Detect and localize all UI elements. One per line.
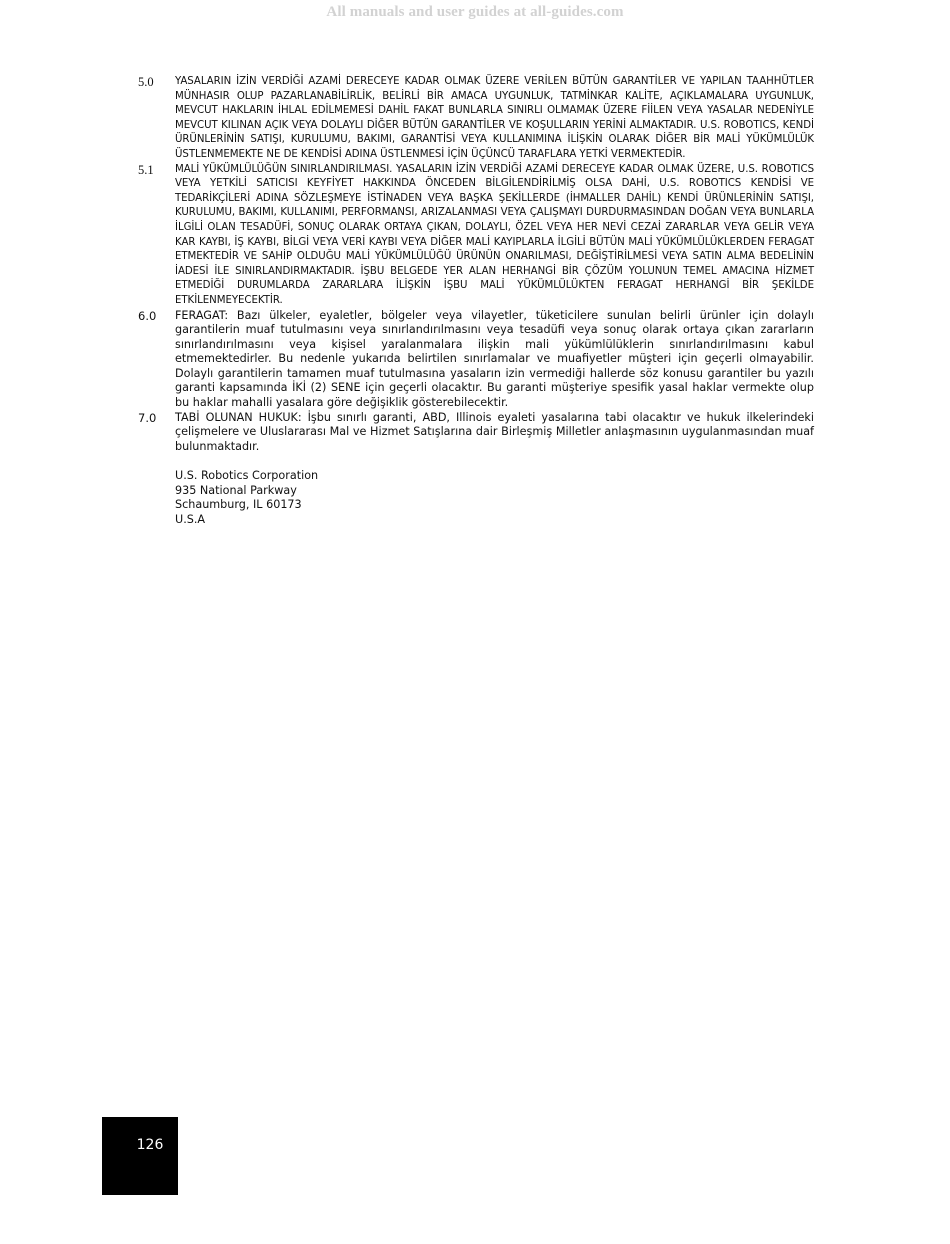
section-text: FERAGAT: Bazı ülkeler, eyaletler, bölgeler veya vilayetler, tüketicilere sunulan belirli ürünler için dolaylı garantilerin muaf tutulmasını veya sınırlandırılmasını veya tesadüfi veya sonuç olarak ortaya çıkan zararların sınırlandırılmasını veya kişisel yaralanmalara ilişkin mali yükümlülüklerin sınırlandırılmasını kabul etmemektedirler. Bu nedenle yukarıda belirtilen sınırlamalar ve muafiyetler müşteri için geçerli olmayabilir. Dolaylı garantilerin tamamen muaf tutulmasına yasaların izin vermediği hallerde söz konusu garantiler bu yazılı garanti kapsamında İKİ (2) SENE için geçerli olacaktır. Bu garanti müşteriye spesifik yasal haklar vermekte olup bu haklar mahalli yasalara göre değişiklik gösterebilecektir. [175,308,814,410]
address-country: U.S.A [175,512,206,526]
section-number: 5.0 [138,75,154,89]
section-5-1 [138,163,814,309]
section-5-0 [138,75,814,163]
address-company: U.S. Robotics Corporation [175,469,319,483]
section-text: YASALARIN İZİN VERDİĞİ AZAMİ DERECEYE KADAR OLMAK ÜZERE VERİLEN BÜTÜN GARANTİLER VE YAPILAN TAAHHÜTLER MÜNHASIR OLUP PAZARLANABİLİRLİK, BELİRLİ BİR AMACA UYGUNLUK, TATMİNKAR KALİTE, AÇIKLAMALARA UYGUNLUK, MEVCUT HAKLARIN İHLAL EDİLMEMESİ DAHİL FAKAT BUNLARLA SINIRLI OLMAMAK ÜZERE FİİLEN VEYA YASALAR NEDENİYLE MEVCUT KILINAN AÇIK VEYA DOLAYLI DİĞER BÜTÜN GARANTİLER VE KOŞULLARIN YERİNİ ALMAKTADIR. U.S. ROBOTICS, KENDİ ÜRÜNLERİNİN SATIŞI, KURULUMU, BAKIMI, GARANTİSİ VEYA KULLANIMINA İLİŞKİN OLARAK DİĞER BİR MALİ YÜKÜMLÜLÜK ÜSTLENMEMEKTE NE DE KENDİSİ ADINA ÜSTLENMESİ İÇİN ÜÇÜNCÜ TARAFLARA YETKİ VERMEKTEDİR. [175,76,814,160]
address-street: 935 National Parkway [175,483,297,497]
document-body [138,75,814,527]
address-city: Schaumburg, IL 60173 [175,498,302,512]
section-6-0 [138,309,814,411]
section-text: MALİ YÜKÜMLÜLÜĞÜN SINIRLANDIRILMASI. YASALARIN İZİN VERDİĞİ AZAMİ DERECEYE KADAR OLMAK ÜZERE, U.S. ROBOTICS VEYA YETKİLİ SATICISI KEYFİYET HAKKINDA ÖNCEDEN BİLGİLENDİRİLMİŞ OLSA DAHİ, U.S. ROBOTICS KENDİSİ VE TEDARİKÇİLERİ ADINA SÖZLEŞMEYE İSTİNADEN VEYA BAŞKA ŞEKİLLERDE (İHMALLER DAHİL) KENDİ ÜRÜNLERİNİN SATIŞI, KURULUMU, BAKIMI, KULLANIMI, PERFORMANSI, ARIZALANMASI VEYA ÇALIŞMAYI DURDURMASINDAN DOĞAN VEYA BUNLARLA İLGİLİ OLAN TESADÜFİ, SONUÇ OLARAK ORTAYA ÇIKAN, DOLAYLI, ÖZEL VEYA HER NEVİ CEZAİ ZARARLAR VEYA GELİR VEYA KAR KAYBI, İŞ KAYBI, BİLGİ VEYA VERİ KAYBI VEYA DİĞER MALİ KAYIPLARLA İLGİLİ BÜTÜN MALİ YÜKÜMLÜLÜKLERDEN FERAGAT ETMEKTEDİR VE SAHİP OLDUĞU MALİ YÜKÜMLÜLÜĞÜ ÜRÜNÜN ONARILMASI, DEĞİŞTİRİLMESİ VEYA SATIN ALMA BEDELİNİN İADESİ İLE SINIRLANDIRMAKTADIR. İŞBU BELGEDE YER ALAN HERHANGİ BİR ÇÖZÜM YOLUNUN TEMEL AMACINA HİZMET ETMEDİĞİ DURUMLARDA ZARARLARA İLİŞKİN İŞBU MALİ YÜKÜMLÜLÜKTEN FERAGAT HERHANGİ BİR ŞEKİLDE ETKİLENMEYECEKTİR. [175,163,814,306]
company-address [175,469,814,527]
section-number: 6.0 [138,308,157,323]
section-7-0 [138,411,814,455]
watermark: All manuals and user guides at all-guides.com [326,4,624,20]
section-number: 7.0 [138,410,157,425]
section-number: 5.1 [138,162,154,177]
page-number-box [102,1117,178,1195]
page-number: 126 [136,1137,164,1153]
section-text: TABİ OLUNAN HUKUK: İşbu sınırlı garanti, ABD, Illinois eyaleti yasalarına tabi olacaktır ve hukuk ilkelerindeki çelişmelere ve Uluslararası Mal ve Hizmet Satışlarına dair Birleşmiş Milletler anlaşmasının uygulanmasından muaf bulunmaktadır. [175,410,814,453]
